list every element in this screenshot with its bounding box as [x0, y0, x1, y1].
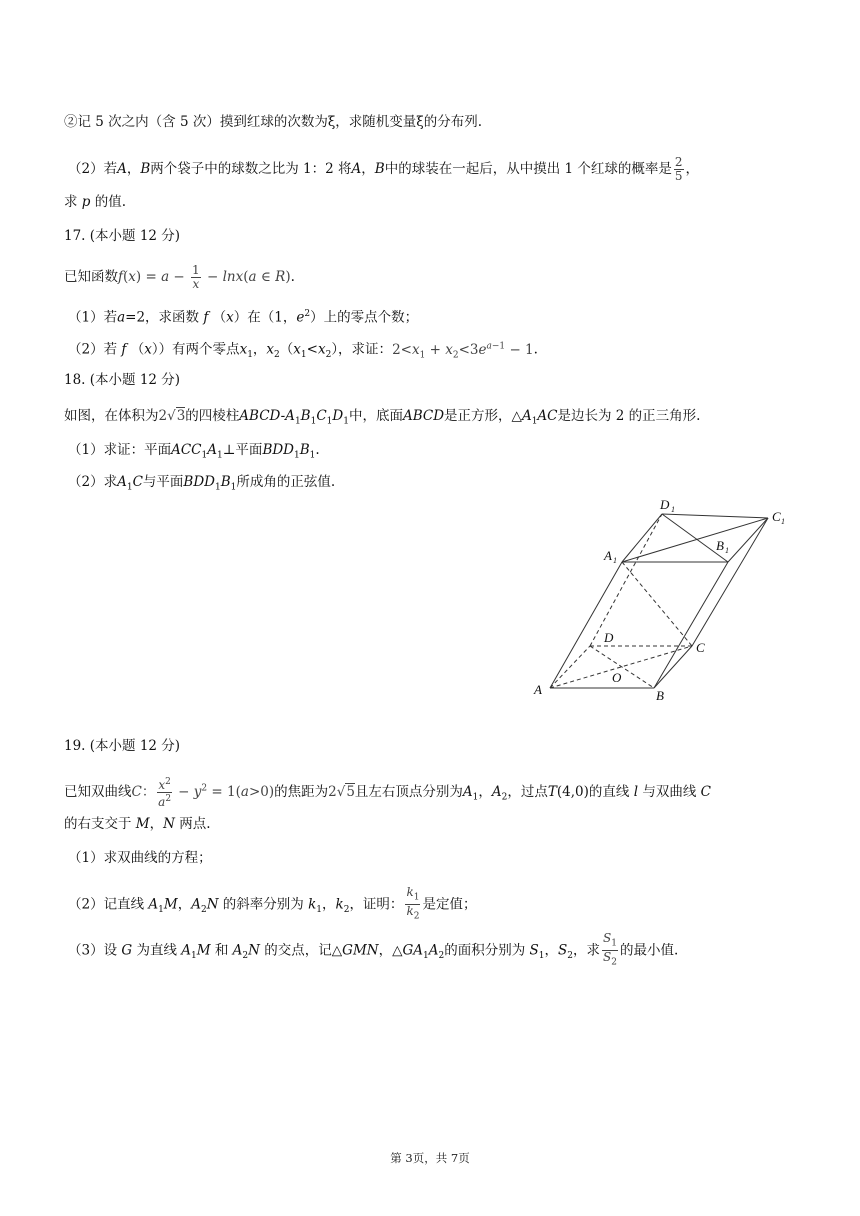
- q16-part2-cont: 求 p 的值.: [64, 194, 127, 210]
- edge-d1c1: [662, 514, 768, 518]
- edge-bc: [654, 646, 692, 688]
- q19-title: 19. (本小题 12 分): [64, 738, 181, 754]
- svg-text:1: 1: [671, 505, 675, 514]
- q19-intro: 已知双曲线C： $\frac{x^2}{a^2}$ − $y^2 = 1(a>0)$的焦距为2√5且左右顶点分别为$A_1$，$A_2$，过点T(4,0)的直线 l 与双曲线 C: [64, 777, 711, 809]
- q19-part1: （1）求双曲线的方程；: [68, 850, 212, 866]
- svg-text:1: 1: [725, 546, 729, 555]
- edge-bb1: [654, 562, 728, 688]
- svg-text:1: 1: [613, 556, 617, 565]
- line-a1c: [622, 562, 692, 646]
- q17-title: 17. (本小题 12 分): [64, 228, 181, 244]
- prism-figure: [528, 492, 796, 704]
- edge-d1a1: [622, 514, 662, 562]
- label-b: B: [656, 688, 664, 703]
- q19-part3: （3）设 G 为直线 $A_1M$ 和 $A_2N$ 的交点，记△GMN，$\triangle GA_1A_2$的面积分别为 $S_1$，$S_2$，求 $\frac{S_1}{S_2}$ 的最小值.: [68, 931, 679, 968]
- diag-db: [590, 646, 654, 688]
- q18-title: 18. (本小题 12 分): [64, 372, 181, 388]
- label-c: C: [696, 640, 705, 655]
- q18-part2: （2）求$A_1C$与平面$BDD_1B_1$所成角的正弦值.: [68, 474, 336, 493]
- label-c1: C: [772, 509, 781, 524]
- label-d1: D: [660, 497, 670, 512]
- q19-intro-cont: 的右支交于 M，N 两点.: [64, 816, 211, 832]
- label-b1: B: [716, 538, 724, 553]
- q19-part2: （2）记直线 $A_1M$，$A_2N$ 的斜率分别为 $k_1$，$k_2$，证明： $\frac{k_1}{k_2}$ 是定值；: [68, 885, 477, 922]
- edge-dd1: [590, 514, 662, 646]
- q18-part1: （1）求证：平面$ACC_1A_1\perp$平面$BDD_1B_1$.: [68, 442, 320, 461]
- q16-part2: （2）若A，B两个袋子中的球数之比为 1：2 将A，B中的球装在一起后，从中摸出 1 个红球的概率是 $\frac{2}{5}$ ，: [68, 155, 700, 183]
- svg-text:1: 1: [781, 517, 785, 526]
- label-a: A: [534, 682, 542, 697]
- q16-part1-item2: ②记 5 次之内（含 5 次）摸到红球的次数为ξ，求随机变量ξ的分布列.: [64, 114, 483, 130]
- label-d: D: [604, 630, 614, 645]
- page-footer: 第 3页，共 7页: [390, 1151, 470, 1165]
- q17-intro: 已知函数f(x) = a − $\frac{1}{x}$ − lnx(a ∈ R).: [64, 263, 295, 291]
- edge-b1c1: [728, 518, 768, 562]
- label-o: O: [612, 670, 622, 685]
- q17-part1: （1）若a=2，求函数 f （x）在（1，$e^2$）上的零点个数；: [68, 309, 419, 326]
- q17-part2: （2）若 f （x））有两个零点$x_1$，$x_2(x_1<x_2)$，求证：$2<x_1 + x_2<3e^{a-1} - 1$.: [68, 341, 538, 361]
- fraction-2-5: $\frac{2}{5}$: [674, 155, 683, 183]
- label-a1: A: [604, 548, 612, 563]
- q18-intro: 如图，在体积为2√3的四棱柱ABCD-$A_1B_1C_1D_1$中，底面ABCD是正方形，$\triangle A_1AC$是边长为 2 的正三角形.: [64, 408, 701, 427]
